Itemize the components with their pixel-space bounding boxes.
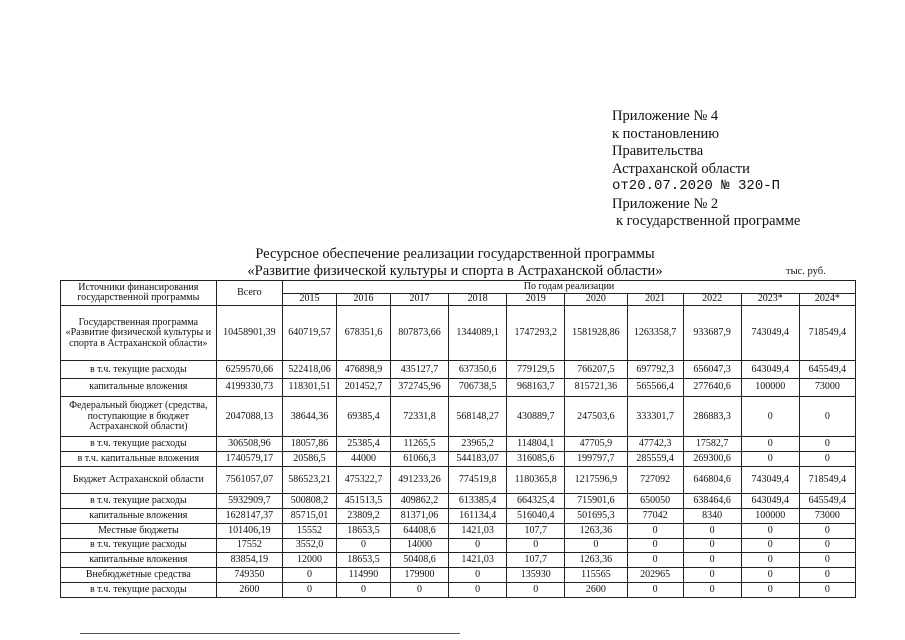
table-row (61, 568, 856, 583)
row-value: 1628147,37 (216, 509, 282, 524)
row-value: 0 (799, 452, 855, 467)
header-year: 2023* (741, 293, 799, 306)
row-value: 83854,19 (216, 553, 282, 568)
row-label: Бюджет Астраханской области (61, 466, 217, 493)
row-value: 100000 (741, 379, 799, 397)
row-value: 766207,5 (565, 361, 627, 379)
row-value: 12000 (283, 553, 337, 568)
header-source: Источники финансирования государственной программы (61, 281, 217, 306)
row-value: 0 (627, 583, 683, 598)
table-row (61, 466, 856, 493)
row-value: 491233,26 (390, 466, 448, 493)
row-value: 715901,6 (565, 494, 627, 509)
header-year: 2017 (390, 293, 448, 306)
row-value: 500808,2 (283, 494, 337, 509)
row-value: 69385,4 (337, 397, 391, 437)
row-value: 645549,4 (799, 494, 855, 509)
row-value: 114804,1 (507, 437, 565, 452)
header-year: 2015 (283, 293, 337, 306)
row-value: 968163,7 (507, 379, 565, 397)
row-label: Федеральный бюджет (средства, поступающие в бюджет Астраханской области) (61, 397, 217, 437)
row-value: 44000 (337, 452, 391, 467)
row-value: 613385,4 (449, 494, 507, 509)
row-value: 0 (683, 553, 741, 568)
row-value: 522418,06 (283, 361, 337, 379)
header-year: 2016 (337, 293, 391, 306)
row-value: 17552 (216, 538, 282, 553)
row-value: 115565 (565, 568, 627, 583)
table-row (61, 509, 856, 524)
row-value: 107,7 (507, 553, 565, 568)
table-row (61, 437, 856, 452)
table-row (61, 583, 856, 598)
row-value: 0 (449, 568, 507, 583)
row-value: 516040,4 (507, 509, 565, 524)
appendix-line: Правительства (612, 143, 704, 159)
row-value: 0 (741, 553, 799, 568)
row-value: 201452,7 (337, 379, 391, 397)
row-value: 718549,4 (799, 306, 855, 361)
header-year: 2021 (627, 293, 683, 306)
row-value: 107,7 (507, 523, 565, 538)
title-line-1: Ресурсное обеспечение реализации государственной программы (255, 246, 655, 262)
row-value: 0 (507, 583, 565, 598)
row-value: 697792,3 (627, 361, 683, 379)
row-value: 6259570,66 (216, 361, 282, 379)
row-value: 643049,4 (741, 494, 799, 509)
unit-label: тыс. руб. (786, 266, 826, 277)
row-value: 0 (565, 538, 627, 553)
row-value: 643049,4 (741, 361, 799, 379)
row-value: 475322,7 (337, 466, 391, 493)
row-value: 749350 (216, 568, 282, 583)
row-value: 25385,4 (337, 437, 391, 452)
row-value: 85715,01 (283, 509, 337, 524)
row-value: 333301,7 (627, 397, 683, 437)
header-year: 2019 (507, 293, 565, 306)
row-value: 0 (683, 568, 741, 583)
row-value: 646804,6 (683, 466, 741, 493)
appendix-line: Приложение № 2 (612, 195, 719, 212)
row-value: 72331,8 (390, 397, 448, 437)
row-value: 50408,6 (390, 553, 448, 568)
row-value: 435127,7 (390, 361, 448, 379)
resource-table (60, 280, 856, 598)
row-value: 0 (799, 568, 855, 583)
row-value: 544183,07 (449, 452, 507, 467)
row-value: 0 (627, 553, 683, 568)
table-row (61, 553, 856, 568)
table-row (61, 523, 856, 538)
row-value: 638464,6 (683, 494, 741, 509)
row-value: 476898,9 (337, 361, 391, 379)
row-value: 0 (741, 437, 799, 452)
row-value: 10458901,39 (216, 306, 282, 361)
row-value: 0 (627, 538, 683, 553)
row-value: 199797,7 (565, 452, 627, 467)
row-label: в т.ч. текущие расходы (61, 437, 217, 452)
row-value: 11265,5 (390, 437, 448, 452)
row-value: 650050 (627, 494, 683, 509)
table-row (61, 306, 856, 361)
row-label: в т.ч. текущие расходы (61, 538, 217, 553)
appendix-date-number: от20.07.2020 № 320-П (612, 178, 781, 194)
row-value: 2600 (216, 583, 282, 598)
row-label: в т.ч. текущие расходы (61, 583, 217, 598)
row-value: 430889,7 (507, 397, 565, 437)
row-value: 706738,5 (449, 379, 507, 397)
title-line-2: «Развитие физической культуры и спорта в Астраханской области» (247, 263, 663, 279)
row-label: капитальные вложения (61, 509, 217, 524)
header-year: 2024* (799, 293, 855, 306)
row-value: 743049,4 (741, 466, 799, 493)
row-value: 161134,4 (449, 509, 507, 524)
row-value: 285559,4 (627, 452, 683, 467)
row-value: 100000 (741, 509, 799, 524)
row-value: 1421,03 (449, 523, 507, 538)
row-value: 779129,5 (507, 361, 565, 379)
row-label: Государственная программа «Развитие физической культуры и спорта в Астраханской области» (61, 306, 217, 361)
row-value: 565566,4 (627, 379, 683, 397)
row-value: 1263,36 (565, 553, 627, 568)
row-value: 18057,86 (283, 437, 337, 452)
row-value: 933687,9 (683, 306, 741, 361)
row-value: 0 (627, 523, 683, 538)
row-value: 0 (683, 523, 741, 538)
row-value: 114990 (337, 568, 391, 583)
header-year: 2022 (683, 293, 741, 306)
row-value: 807873,66 (390, 306, 448, 361)
row-value: 409862,2 (390, 494, 448, 509)
row-value: 727092 (627, 466, 683, 493)
row-value: 0 (799, 397, 855, 437)
row-value: 645549,4 (799, 361, 855, 379)
document-title (170, 246, 740, 280)
row-value: 1581928,86 (565, 306, 627, 361)
row-value: 0 (683, 583, 741, 598)
header-year: 2020 (565, 293, 627, 306)
row-value: 118301,51 (283, 379, 337, 397)
row-value: 61066,3 (390, 452, 448, 467)
row-value: 0 (337, 538, 391, 553)
row-value: 718549,4 (799, 466, 855, 493)
row-value: 306508,96 (216, 437, 282, 452)
row-label: капитальные вложения (61, 553, 217, 568)
row-value: 1421,03 (449, 553, 507, 568)
row-value: 3552,0 (283, 538, 337, 553)
row-value: 73000 (799, 379, 855, 397)
row-value: 1740579,17 (216, 452, 282, 467)
row-value: 372745,96 (390, 379, 448, 397)
row-value: 7561057,07 (216, 466, 282, 493)
row-label: в т.ч. капитальные вложения (61, 452, 217, 467)
row-value: 0 (799, 538, 855, 553)
row-value: 18653,5 (337, 553, 391, 568)
row-value: 2047088,13 (216, 397, 282, 437)
row-value: 47705,9 (565, 437, 627, 452)
row-value: 316085,6 (507, 452, 565, 467)
row-label: Местные бюджеты (61, 523, 217, 538)
row-value: 286883,3 (683, 397, 741, 437)
appendix-block (612, 108, 800, 231)
row-value: 247503,6 (565, 397, 627, 437)
row-value: 38644,36 (283, 397, 337, 437)
row-value: 101406,19 (216, 523, 282, 538)
row-value: 23809,2 (337, 509, 391, 524)
row-value: 23965,2 (449, 437, 507, 452)
row-value: 0 (799, 437, 855, 452)
row-value: 0 (337, 583, 391, 598)
row-value: 664325,4 (507, 494, 565, 509)
row-value: 0 (507, 538, 565, 553)
header-total: Всего (216, 281, 282, 306)
row-value: 277640,6 (683, 379, 741, 397)
row-value: 501695,3 (565, 509, 627, 524)
row-value: 8340 (683, 509, 741, 524)
row-value: 202965 (627, 568, 683, 583)
row-value: 0 (741, 538, 799, 553)
appendix-line: к государственной программе (616, 213, 801, 229)
row-value: 0 (799, 583, 855, 598)
row-value: 815721,36 (565, 379, 627, 397)
row-value: 1747293,2 (507, 306, 565, 361)
row-value: 0 (449, 583, 507, 598)
row-value: 135930 (507, 568, 565, 583)
row-value: 18653,5 (337, 523, 391, 538)
table-row (61, 361, 856, 379)
row-value: 0 (741, 523, 799, 538)
row-value: 77042 (627, 509, 683, 524)
row-value: 656047,3 (683, 361, 741, 379)
row-value: 179900 (390, 568, 448, 583)
row-value: 4199330,73 (216, 379, 282, 397)
table-row (61, 538, 856, 553)
row-value: 774519,8 (449, 466, 507, 493)
header-years-group: По годам реализации (283, 281, 856, 294)
row-value: 15552 (283, 523, 337, 538)
row-value: 5932909,7 (216, 494, 282, 509)
row-value: 1344089,1 (449, 306, 507, 361)
row-value: 1180365,8 (507, 466, 565, 493)
row-value: 1217596,9 (565, 466, 627, 493)
row-value: 568148,27 (449, 397, 507, 437)
row-value: 0 (741, 452, 799, 467)
row-value: 0 (799, 523, 855, 538)
row-label: в т.ч. текущие расходы (61, 361, 217, 379)
row-value: 0 (741, 397, 799, 437)
row-value: 64408,6 (390, 523, 448, 538)
row-value: 0 (741, 583, 799, 598)
row-label: капитальные вложения (61, 379, 217, 397)
row-label: в т.ч. текущие расходы (61, 494, 217, 509)
row-value: 0 (449, 538, 507, 553)
row-value: 586523,21 (283, 466, 337, 493)
row-value: 640719,57 (283, 306, 337, 361)
row-value: 743049,4 (741, 306, 799, 361)
header-year: 2018 (449, 293, 507, 306)
row-value: 1263358,7 (627, 306, 683, 361)
row-value: 20586,5 (283, 452, 337, 467)
row-value: 451513,5 (337, 494, 391, 509)
row-value: 81371,06 (390, 509, 448, 524)
row-value: 0 (799, 553, 855, 568)
appendix-line: Приложение № 4 (612, 108, 719, 124)
row-value: 0 (283, 583, 337, 598)
appendix-line: к постановлению (612, 125, 720, 142)
table-row (61, 452, 856, 467)
row-value: 0 (283, 568, 337, 583)
row-value: 678351,6 (337, 306, 391, 361)
row-value: 0 (390, 583, 448, 598)
row-value: 0 (683, 538, 741, 553)
row-value: 637350,6 (449, 361, 507, 379)
appendix-line: Астраханской области (612, 160, 750, 177)
row-value: 17582,7 (683, 437, 741, 452)
table-row (61, 494, 856, 509)
table-row (61, 397, 856, 437)
row-value: 0 (741, 568, 799, 583)
row-value: 14000 (390, 538, 448, 553)
row-label: Внебюджетные средства (61, 568, 217, 583)
row-value: 1263,36 (565, 523, 627, 538)
row-value: 2600 (565, 583, 627, 598)
row-value: 269300,6 (683, 452, 741, 467)
row-value: 47742,3 (627, 437, 683, 452)
footer-rule (80, 633, 460, 634)
row-value: 73000 (799, 509, 855, 524)
table-row (61, 379, 856, 397)
